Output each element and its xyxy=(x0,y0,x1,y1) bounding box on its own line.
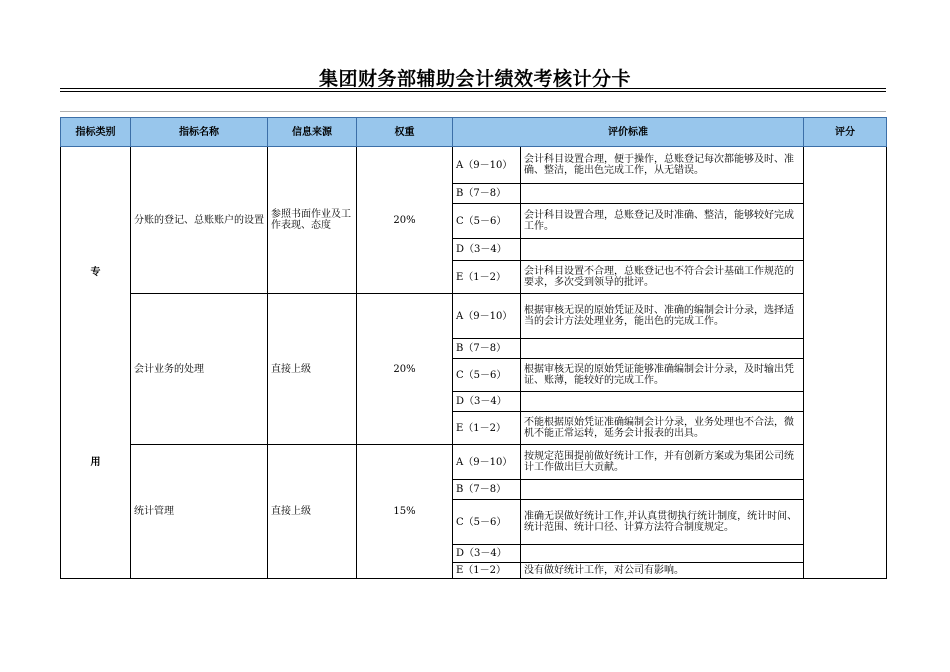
indicator-source: 直接上级 xyxy=(268,294,357,445)
table-row xyxy=(61,294,887,339)
page-title: 集团财务部辅助会计绩效考核计分卡 xyxy=(318,68,631,90)
indicator-source: 直接上级 xyxy=(268,445,357,579)
criteria-grade: A（9－10） xyxy=(453,147,521,184)
indicator-weight: 15% xyxy=(357,445,453,579)
category-cell xyxy=(61,147,131,579)
header-weight: 权重 xyxy=(357,118,453,147)
criteria-desc: 会计科目设置不合理，总账登记也不符合会计基础工作规范的要求，多次受到领导的批评。 xyxy=(521,261,804,294)
table-row xyxy=(61,445,887,480)
criteria-grade: E（1－2） xyxy=(453,563,521,579)
category-label-1: 专 xyxy=(90,267,101,278)
criteria-grade: D（3－4） xyxy=(453,392,521,412)
header-indicator-name: 指标名称 xyxy=(131,118,268,147)
criteria-grade: A（9－10） xyxy=(453,294,521,339)
indicator-weight: 20% xyxy=(357,294,453,445)
indicator-source: 参照书面作业及工作表现、态度 xyxy=(268,147,357,294)
criteria-desc: 没有做好统计工作，对公司有影响。 xyxy=(521,563,804,579)
criteria-desc xyxy=(521,184,804,204)
criteria-grade: E（1－2） xyxy=(453,412,521,445)
indicator-name: 会计业务的处理 xyxy=(131,294,268,445)
criteria-grade: D（3－4） xyxy=(453,239,521,261)
criteria-grade: B（7－8） xyxy=(453,184,521,204)
criteria-grade: D（3－4） xyxy=(453,545,521,563)
criteria-desc: 不能根据原始凭证准确编制会计分录，业务处理也不合法，微机不能正常运转，延务会计报表的出具。 xyxy=(521,412,804,445)
indicator-weight: 20% xyxy=(357,147,453,294)
criteria-grade: C（5－6） xyxy=(453,359,521,392)
criteria-desc xyxy=(521,392,804,412)
table-row xyxy=(61,147,887,184)
header-spacer-rule xyxy=(60,111,886,112)
criteria-desc: 会计科目设置合理，总账登记及时准确、整洁，能够较好完成工作。 xyxy=(521,204,804,239)
criteria-grade: A（9－10） xyxy=(453,445,521,480)
criteria-grade: C（5－6） xyxy=(453,500,521,545)
header-criteria: 评价标准 xyxy=(453,118,804,147)
criteria-desc xyxy=(521,339,804,359)
criteria-grade: C（5－6） xyxy=(453,204,521,239)
indicator-name: 统计管理 xyxy=(131,445,268,579)
criteria-desc: 根据审核无误的原始凭证及时、准确的编制会计分录，选择适当的会计方法处理业务，能出色的完成工作。 xyxy=(521,294,804,339)
title-rule-top xyxy=(60,88,886,89)
indicator-name: 分账的登记、总账账户的设置 xyxy=(131,147,268,294)
criteria-desc: 会计科目设置合理，便于操作，总账登记每次都能够及时、准确、整洁，能出色完成工作，从无错误。 xyxy=(521,147,804,184)
header-row xyxy=(61,118,887,147)
score-cell[interactable] xyxy=(804,147,887,579)
criteria-desc: 根据审核无误的原始凭证能够准确编制会计分录，及时输出凭证、账薄，能较好的完成工作。 xyxy=(521,359,804,392)
criteria-grade: B（7－8） xyxy=(453,480,521,500)
header-category: 指标类别 xyxy=(61,118,131,147)
criteria-desc xyxy=(521,480,804,500)
header-score: 评分 xyxy=(804,118,887,147)
criteria-grade: E（1－2） xyxy=(453,261,521,294)
criteria-desc: 按规定范围提前做好统计工作，并有创新方案或为集团公司统计工作做出巨大贡献。 xyxy=(521,445,804,480)
criteria-desc: 准确无误做好统计工作,并认真贯彻执行统计制度，统计时间、统计范围、统计口径、计算方法符合制度规定。 xyxy=(521,500,804,545)
scorecard-table xyxy=(60,117,887,579)
criteria-desc xyxy=(521,239,804,261)
criteria-grade: B（7－8） xyxy=(453,339,521,359)
category-label-2: 用 xyxy=(90,457,101,468)
header-info-source: 信息来源 xyxy=(268,118,357,147)
title-rule-bottom xyxy=(60,91,886,92)
criteria-desc xyxy=(521,545,804,563)
